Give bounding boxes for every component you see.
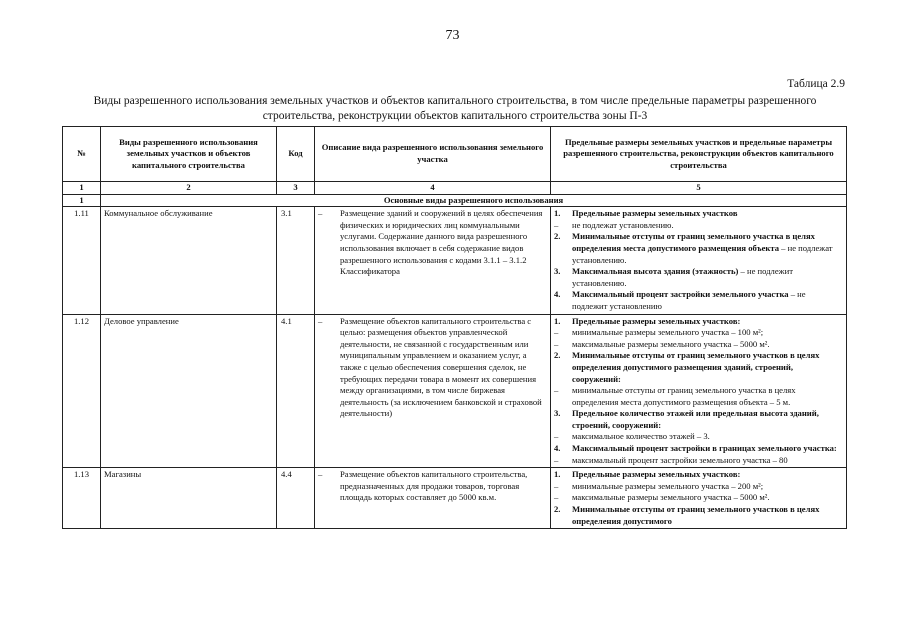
column-number: 3 xyxy=(277,182,315,195)
column-number: 5 xyxy=(551,182,847,195)
parameters-cell xyxy=(551,314,847,468)
parameter-text: максимальные размеры земельного участка – 5000 м². xyxy=(572,338,770,349)
use-description xyxy=(315,468,551,529)
row-number: 1.11 xyxy=(63,207,101,314)
parameter-item xyxy=(554,455,843,467)
parameter-heading: Минимальные отступы от границ земельного участков в целях определения допустимого размещения зданий, строений, сооружений: xyxy=(572,350,820,384)
parameter-item xyxy=(554,350,843,385)
table-caption: Виды разрешенного использования земельных участков и объектов капитального строительства, в том числе предельные параметры разрешенного строительства, реконструкции объектов капитального строительства зоны П-3 xyxy=(93,95,817,122)
use-code: 4.4 xyxy=(277,468,315,529)
parameter-heading: Минимальные отступы от границ земельного участков в целях определения допустимого xyxy=(572,504,820,526)
parameter-item xyxy=(554,408,843,431)
parameter-marker: 4. xyxy=(554,289,561,300)
permitted-use-table xyxy=(62,126,847,529)
parameter-text: минимальные размеры земельного участка – 100 м²; xyxy=(572,327,764,338)
bullet-dash: – xyxy=(318,315,323,326)
use-description xyxy=(315,207,551,314)
parameter-text: – не подлежит установлению xyxy=(572,289,806,311)
parameter-marker: – xyxy=(554,385,559,396)
parameter-marker: 3. xyxy=(554,266,561,277)
parameter-item xyxy=(554,208,843,220)
parameter-heading: Предельные размеры земельных участков: xyxy=(572,315,741,326)
parameter-item xyxy=(554,385,843,408)
parameter-heading: Минимальные отступы от границ земельного участка в целях определения места допустимого размещения объекта xyxy=(572,231,815,253)
header-use-type: Виды разрешенного использования земельных участков и объектов капитального строительства xyxy=(101,127,277,182)
column-number: 2 xyxy=(101,182,277,195)
parameter-marker: – xyxy=(554,219,559,230)
parameter-heading: Предельные размеры земельных участков xyxy=(572,208,738,219)
parameter-heading: Предельное количество этажей или предельная высота зданий, строений, сооружений: xyxy=(572,408,819,430)
header-parameters: Предельные размеры земельных участков и предельные параметры разрешенного строительства, реконструкции объектов капитального строительства xyxy=(551,127,847,182)
parameter-marker: – xyxy=(554,480,559,491)
parameter-marker: – xyxy=(554,338,559,349)
table-row xyxy=(63,207,847,314)
table-row xyxy=(63,314,847,468)
parameter-text: максимальное количество этажей – 3. xyxy=(572,431,710,442)
parameter-text: минимальные размеры земельного участка – 200 м²; xyxy=(572,480,764,491)
parameter-heading: Максимальный процент застройки в границах земельного участка: xyxy=(572,443,837,454)
section-number: 1 xyxy=(63,194,101,207)
description-text: Размещение объектов капитального строительства, предназначенных для продажи товаров, торговая площадь которых составляет до 5000 кв.м. xyxy=(340,469,528,503)
parameter-marker: – xyxy=(554,431,559,442)
header-number: № xyxy=(63,127,101,182)
parameter-item xyxy=(554,469,843,481)
parameter-marker: 1. xyxy=(554,315,561,326)
parameter-marker: 1. xyxy=(554,469,561,480)
description-text: Размещение объектов капитального строительства с целью: размещения объектов управленческой деятельности, не связанной с государственным или муниципальным управлением и оказанием услуг, а также с целью обеспечения совершения сделок, не требующих передачи товара в момент их совершения между организациями, в том числе биржевая деятельность (за исключением банковской и страховой деятельности) xyxy=(340,315,542,419)
parameter-marker: 4. xyxy=(554,443,561,454)
use-description xyxy=(315,314,551,468)
parameter-text: максимальные размеры земельного участка – 5000 м². xyxy=(572,492,770,503)
parameter-heading: Максимальная высота здания (этажность) xyxy=(572,266,739,277)
parameters-cell xyxy=(551,468,847,529)
description-text: Размещение зданий и сооружений в целях обеспечения физических и юридических лиц коммунальными услугами. Содержание данного вида разрешенного использования включает в себя содержание видов разрешенного использования с кодами 3.1.1 – 3.1.2 Классификатора xyxy=(340,208,543,277)
row-number: 1.12 xyxy=(63,314,101,468)
parameter-text: – не подлежат установлению. xyxy=(572,242,833,265)
parameter-item xyxy=(554,481,843,493)
parameter-item xyxy=(554,327,843,339)
parameter-text: – не подлежит установлению. xyxy=(572,266,793,288)
row-number: 1.13 xyxy=(63,468,101,529)
parameter-text: максимальный процент застройки земельного участка – 80 xyxy=(572,454,788,465)
parameter-item xyxy=(554,289,843,312)
section-title: Основные виды разрешенного использования xyxy=(101,194,847,207)
section-row xyxy=(63,194,847,207)
bullet-dash: – xyxy=(318,469,323,480)
parameter-marker: 3. xyxy=(554,408,561,419)
parameter-marker: 2. xyxy=(554,231,561,242)
parameter-marker: – xyxy=(554,492,559,503)
page-number: 73 xyxy=(445,28,460,43)
parameter-marker: – xyxy=(554,327,559,338)
header-code: Код xyxy=(277,127,315,182)
parameter-item xyxy=(554,231,843,266)
parameter-item xyxy=(554,492,843,504)
parameter-item xyxy=(554,339,843,351)
parameter-text: не подлежат установлению. xyxy=(572,219,674,230)
parameters-cell xyxy=(551,207,847,314)
use-type-name: Коммунальное обслуживание xyxy=(101,207,277,314)
header-description: Описание вида разрешенного использования земельного участка xyxy=(315,127,551,182)
column-number: 1 xyxy=(63,182,101,195)
table-row xyxy=(63,468,847,529)
parameter-item xyxy=(554,316,843,328)
use-type-name: Магазины xyxy=(101,468,277,529)
bullet-dash: – xyxy=(318,208,323,219)
parameter-heading: Предельные размеры земельных участков: xyxy=(572,469,741,480)
parameter-item xyxy=(554,431,843,443)
parameter-item xyxy=(554,266,843,289)
parameter-marker: 1. xyxy=(554,208,561,219)
parameter-marker: 2. xyxy=(554,350,561,361)
parameter-marker: – xyxy=(554,454,559,465)
parameter-marker: 2. xyxy=(554,504,561,515)
table-header-row xyxy=(63,127,847,182)
parameter-item xyxy=(554,220,843,232)
column-number-row xyxy=(63,182,847,195)
table-label: Таблица 2.9 xyxy=(787,78,845,90)
use-code: 3.1 xyxy=(277,207,315,314)
use-type-name: Деловое управление xyxy=(101,314,277,468)
parameter-item xyxy=(554,504,843,527)
use-code: 4.1 xyxy=(277,314,315,468)
parameter-heading: Максимальный процент застройки земельного участка xyxy=(572,289,789,300)
parameter-item xyxy=(554,443,843,455)
parameter-text: минимальные отступы от границ земельного участка в целях определения места допустимого размещения объекта – 5 м. xyxy=(572,385,796,407)
column-number: 4 xyxy=(315,182,551,195)
